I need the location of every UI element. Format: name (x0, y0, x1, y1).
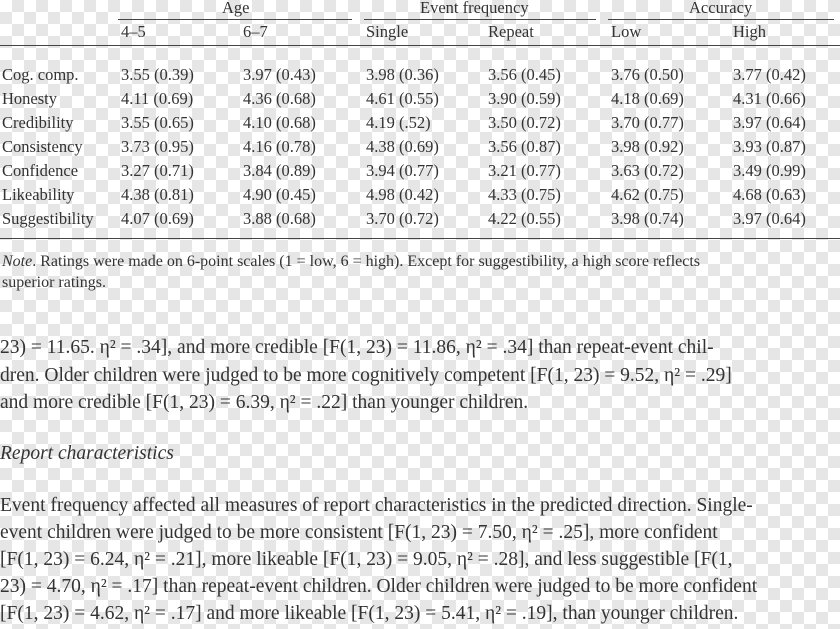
table-cell: 4.18 (0.69) (611, 89, 684, 108)
row-label: Honesty (2, 89, 57, 108)
table-cell: 4.31 (0.66) (733, 89, 806, 108)
table-cell: 4.33 (0.75) (488, 185, 561, 204)
row-label: Credibility (2, 113, 74, 132)
table-cell: 4.68 (0.63) (733, 185, 806, 204)
group-header-accuracy: Accuracy (689, 0, 753, 17)
table-cell: 3.55 (0.65) (121, 113, 194, 132)
table-cell: 4.61 (0.55) (366, 89, 439, 108)
subheader-single: Single (366, 22, 409, 41)
row-label: Confidence (2, 161, 79, 180)
table-cell: 4.16 (0.78) (243, 137, 316, 156)
table-cell: 3.73 (0.95) (121, 137, 194, 156)
group-rule-age (118, 19, 352, 20)
table-cell: 4.22 (0.55) (488, 209, 561, 228)
table-cell: 3.98 (0.74) (611, 209, 684, 228)
table-cell: 3.56 (0.45) (488, 65, 561, 84)
table-cell: 3.93 (0.87) (733, 137, 806, 156)
table-cell: 3.27 (0.71) (121, 161, 194, 180)
table-cell: 3.49 (0.99) (733, 161, 806, 180)
paragraph-line: 23) = 11.65. η² = .34], and more credible [F(1, 23) = 11.86, η² = .34] than repeat-event chil- (0, 337, 714, 358)
table-cell: 4.36 (0.68) (243, 89, 316, 108)
subheader-low: Low (611, 22, 642, 41)
table-note-continued: superior ratings. (2, 274, 106, 291)
table-cell: 3.84 (0.89) (243, 161, 316, 180)
note-label: Note (2, 253, 33, 270)
header-rule (0, 45, 840, 46)
table-cell: 3.88 (0.68) (243, 209, 316, 228)
table-cell: 3.21 (0.77) (488, 161, 561, 180)
table-cell: 3.56 (0.87) (488, 137, 561, 156)
paragraph-line: dren. Older children were judged to be more cognitively competent [F(1, 23) = 9.52, η² = .29] (0, 365, 732, 386)
paragraph-line: event children were judged to be more consistent [F(1, 23) = 7.50, η² = .25], more confident (0, 522, 718, 543)
table-cell: 3.98 (0.36) (366, 65, 439, 84)
group-rule-accuracy (608, 19, 834, 20)
table-cell: 4.38 (0.81) (121, 185, 194, 204)
table-cell: 4.90 (0.45) (243, 185, 316, 204)
table-cell: 4.11 (0.69) (121, 89, 194, 108)
group-rule-event-frequency (364, 19, 596, 20)
paragraph-line: Event frequency affected all measures of report characteristics in the predicted direction. Single- (0, 495, 753, 516)
table-cell: 3.63 (0.72) (611, 161, 684, 180)
subheader-6-7: 6–7 (243, 22, 268, 41)
table-cell: 4.10 (0.68) (243, 113, 316, 132)
note-text: . Ratings were made on 6-point scales (1 = low, 6 = high). Except for suggestibility, a high score reflects (32, 253, 701, 270)
paragraph-line: [F(1, 23) = 4.62, η² = .17] and more likeable [F(1, 23) = 5.41, η² = .19], than younger children. (0, 603, 739, 624)
table-cell: 3.70 (0.77) (611, 113, 684, 132)
table-cell: 4.38 (0.69) (366, 137, 439, 156)
table-cell: 3.94 (0.77) (366, 161, 439, 180)
table-cell: 3.76 (0.50) (611, 65, 684, 84)
table-cell: 3.97 (0.64) (733, 209, 806, 228)
table-cell: 3.70 (0.72) (366, 209, 439, 228)
table-cell: 4.07 (0.69) (121, 209, 194, 228)
table-cell: 3.77 (0.42) (733, 65, 806, 84)
table-cell: 3.50 (0.72) (488, 113, 561, 132)
section-heading: Report characteristics (0, 443, 174, 464)
table-cell: 3.97 (0.64) (733, 113, 806, 132)
table-cell: 4.62 (0.75) (611, 185, 684, 204)
table-cell: 3.97 (0.43) (243, 65, 316, 84)
row-label: Likeability (2, 185, 75, 204)
subheader-high: High (733, 22, 766, 41)
paragraph-line: [F(1, 23) = 6.24, η² = .21], more likeable [F(1, 23) = 9.05, η² = .28], and less suggestible [F(1, (0, 549, 733, 570)
row-label: Consistency (2, 137, 83, 156)
subheader-repeat: Repeat (488, 22, 534, 41)
paragraph-line: 23) = 4.70, η² = .17] than repeat-event children. Older children were judged to be more confident (0, 576, 758, 597)
group-header-event-frequency: Event frequency (420, 0, 529, 17)
row-label: Suggestibility (2, 209, 94, 228)
group-header-age: Age (222, 0, 250, 17)
table-cell: 3.55 (0.39) (121, 65, 194, 84)
row-label: Cog. comp. (2, 65, 79, 84)
table-cell: 3.98 (0.92) (611, 137, 684, 156)
table-cell: 4.19 (.52) (366, 113, 431, 132)
subheader-4-5: 4–5 (121, 22, 146, 41)
table-note (2, 253, 700, 271)
table-bottom-rule (0, 238, 840, 239)
paragraph-line: and more credible [F(1, 23) = 6.39, η² = .22] than younger children. (0, 392, 529, 413)
table-cell: 4.98 (0.42) (366, 185, 439, 204)
table-cell: 3.90 (0.59) (488, 89, 561, 108)
